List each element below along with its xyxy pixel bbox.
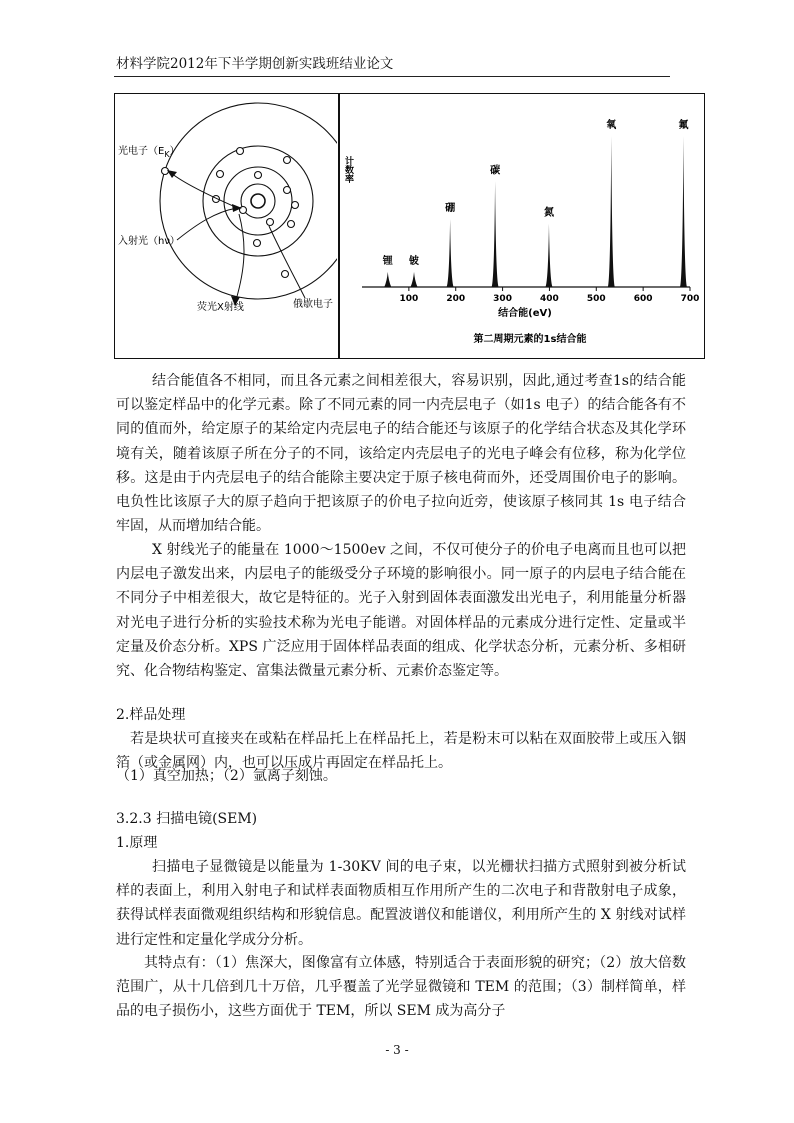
x-tick-label: 500 [586, 294, 606, 304]
nucleus [251, 194, 265, 208]
x-tick-label: 700 [680, 294, 700, 304]
electron [217, 171, 224, 178]
electron [284, 157, 291, 164]
electron [267, 219, 274, 226]
electron [288, 221, 295, 228]
x-tick-label: 200 [446, 294, 466, 304]
auger-electron-label: 俄歇电子 [293, 299, 333, 310]
paragraph-sample-prep: 若是块状可直接夹在或粘在样品托上在样品托上，若是粉末可以粘在双面胶带上或压入铟箔（或金属网）内，也可以压成片再固定在样品托上。 [116, 731, 686, 772]
photoelectron-label: 光电子$(E_K)$ [118, 146, 180, 159]
ejected-photoelectron [162, 168, 169, 175]
spectrum-peak [545, 224, 552, 287]
photoelectron-atom-diagram [115, 94, 337, 358]
page-number: - 3 - [385, 1043, 409, 1057]
spectrum-peak [492, 181, 499, 287]
heading-sem: 3.2.3 扫描电镜(SEM) [116, 811, 258, 827]
peak-label: 铍 [409, 255, 420, 267]
chart-xlabel: 结合能(eV) [498, 308, 552, 319]
photoelectron-path [171, 173, 240, 209]
electron [255, 172, 262, 179]
peak-label: 氧 [606, 120, 617, 131]
paragraph-sample-clean: （1）真空加热；（2）氩离子刻蚀。 [116, 768, 337, 784]
x-tick-label: 300 [493, 294, 512, 304]
spectrum-peak [447, 219, 454, 287]
outer-boundary-circle [160, 103, 337, 299]
header-rule [114, 76, 670, 77]
peak-label: 锂 [382, 255, 393, 267]
fluorescence-label: 荧光X射线 [197, 302, 244, 313]
binding-energy-chart [340, 94, 704, 358]
heading-principle: 1.原理 [116, 835, 158, 851]
x-tick-label: 100 [399, 294, 419, 304]
auger-electron [282, 271, 289, 278]
chart-ylabel: 计数率 [343, 156, 353, 183]
paragraph-sem-features: 其特点有：（1）焦深大，图像富有立体感，特别适合于表面形貌的研究；（2）放大倍数范围广，从十几倍到几十万倍，几乎覆盖了光学显微镜和 TEM 的范围；（3）制样简单，样品的电子损伤小，这些方面优于 TEM，所以 SEM 成为高分子 [116, 955, 686, 1020]
peak-label: 硼 [445, 203, 456, 215]
page-header: 材料学院2012年下半学期创新实践班结业论文 [116, 56, 394, 72]
fluorescence-path [236, 214, 244, 300]
peak-label: 氮 [543, 207, 554, 219]
electron [292, 202, 299, 209]
spectrum-peak [411, 272, 418, 287]
incident-light-path [177, 208, 237, 240]
incident-light-label: 入射光（hν） [118, 236, 180, 247]
peak-label: 氟 [678, 120, 689, 131]
spectrum-peak [680, 136, 687, 287]
chart-title: 第二周期元素的1s结合能 [473, 334, 587, 345]
peak-label: 碳 [490, 165, 501, 177]
paragraph-sem-principle: 扫描电子显微镜是以能量为 1-30KV 间的电子束，以光栅状扫描方式照射到被分析试样的表面上，利用入射电子和试样表面物质相互作用所产生的二次电子和背散射电子成象，获得试样表面微观组织结构和形貌信息。配置波谱仪和能谱仪，利用所产生的 X 射线对试样进行定性和定量化学成分分析。 [116, 859, 686, 948]
paragraph-binding-energy: 结合能值各不相同，而且各元素之间相差很大，容易识别，因此,通过考查1s的结合能可以鉴定样品中的化学元素。除了不同元素的同一内壳层电子（如1s 电子）的结合能各有不同的值而外，给定原子的某给定内壳层电子的结合能还与该原子的化学结合状态及其化学环境有关，随着该原子所在分子的不同，该给定内壳层电子的光电子峰会有位移，称为化学位移。这是由于内壳层电子的结合能除主要决定于原子核电荷而外，还受周围价电子的影响。电负性比该原子大的原子趋向于把该原子的价电子拉向近旁，使该原子核同其 1s 电子结合牢固，从而增加结合能。 [116, 373, 686, 535]
spectrum-peak [384, 272, 391, 287]
spectrum-peak [608, 136, 615, 287]
electron [254, 240, 261, 247]
heading-sample-prep: 2.样品处理 [116, 707, 186, 723]
electron [237, 148, 244, 155]
x-tick-label: 600 [633, 294, 653, 304]
x-tick-label: 400 [540, 294, 559, 304]
paragraph-xray-photon: X 射线光子的能量在 1000～1500ev 之间，不仅可使分子的价电子电离而且也可以把内层电子激发出来，内层电子的能级受分子环境的影响很小。同一原子的内层电子结合能在不同分子中相差很大，故它是特征的。光子入射到固体表面激发出光电子，利用能量分析器对光电子进行分析的实验技术称为光电子能谱。对固体样品的元素成分进行定性、定量或半定量及价态分析。XPS 广泛应用于固体样品表面的组成、化学状态分析，元素分析、多相研究、化合物结构鉴定、富集法微量元素分析、元素价态鉴定等。 [116, 542, 686, 680]
electron [284, 187, 291, 194]
shell-1 [241, 184, 275, 218]
